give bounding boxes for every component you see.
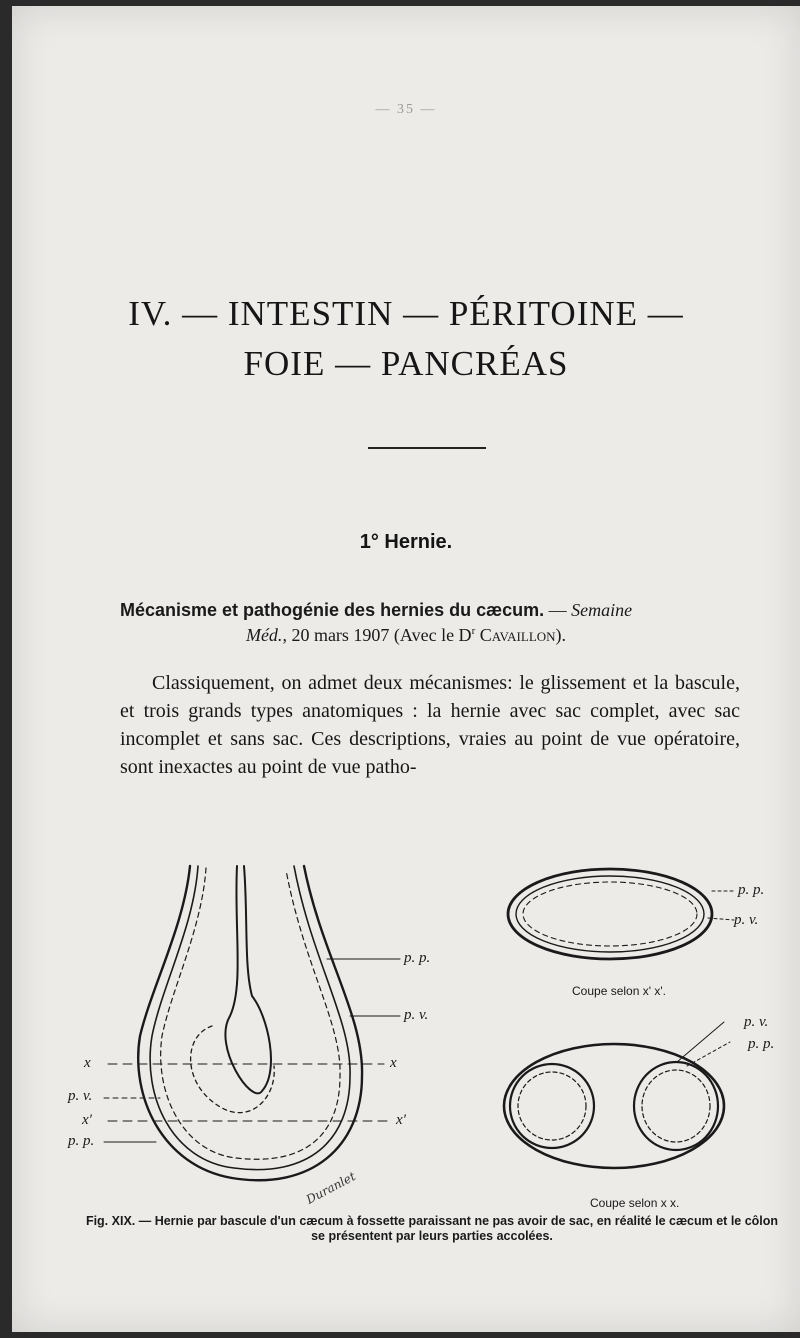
caption-section-bottom: Coupe selon x x. — [590, 1196, 680, 1210]
label-pp-bottom: p. p. — [748, 1036, 775, 1052]
hernia-dashed-wall — [161, 868, 340, 1159]
reference-coauthor: Cavaillon — [479, 625, 556, 645]
section-bottom-right-outer — [634, 1062, 718, 1150]
label-pp-main: p. p. — [404, 950, 431, 966]
chapter-title-line-1: IV. — INTESTIN — PÉRITOINE — — [128, 294, 684, 333]
label-x-right: x — [390, 1055, 397, 1071]
chapter-title-line-2: FOIE — PANCRÉAS — [243, 344, 569, 383]
label-pp-top: p. p. — [738, 882, 765, 898]
figure-caption: Fig. XIX. — Hernie par bascule d'un cæcum à fossette paraissant ne pas avoir de sac, en réalité le cæcum et le côlon se présentent par leurs parties accolées. — [85, 1214, 779, 1243]
section-bottom-outer — [504, 1044, 724, 1168]
label-xp-left: x' — [82, 1112, 92, 1128]
label-pp-left: p. p. — [68, 1133, 95, 1149]
figure-drawing — [12, 846, 800, 1226]
section-top-outer — [508, 869, 712, 959]
section-rule — [368, 447, 486, 449]
figure — [12, 846, 800, 1226]
running-head: — 35 — — [375, 102, 437, 117]
label-x-left: x — [84, 1055, 91, 1071]
label-pv-left: p. v. — [68, 1088, 93, 1104]
body-text — [120, 669, 740, 781]
reference-close: ). — [555, 625, 567, 645]
label-xp-right: x' — [396, 1112, 406, 1128]
reference-title: Mécanisme et pathogénie des hernies du cæcum. — [120, 600, 545, 620]
reference-journal-b: Méd. — [245, 625, 283, 645]
caption-section-top: Coupe selon x' x'. — [572, 984, 666, 998]
fold-outer — [225, 866, 271, 1093]
section-bottom-left-outer — [510, 1064, 594, 1148]
section-top-mid — [516, 876, 704, 952]
reference-journal-a: Semaine — [571, 600, 633, 620]
section-bottom-left-inner — [518, 1072, 586, 1140]
label-pv-top: p. v. — [734, 912, 759, 928]
reference-sup: r — [471, 625, 476, 637]
illustrator-signature: Duranlet — [303, 1169, 358, 1207]
section-bottom-right-inner — [642, 1070, 710, 1142]
book-page — [12, 6, 800, 1332]
label-pv-main: p. v. — [404, 1007, 429, 1023]
section-title: 1° Hernie. — [359, 531, 453, 553]
label-pv-bottom: p. v. — [744, 1014, 769, 1030]
reference-line-1 — [120, 598, 740, 623]
reference-dash: — — [544, 600, 572, 620]
body-paragraph: Classiquement, on admet deux mécanismes: le glissement et la bascule, et trois grands types anatomiques : la hernie avec sac complet, avec sac incomplet et sans sac. Ces descriptions, vraies au point de vue opératoire, sont inexactes au point de vue patho- — [120, 672, 740, 778]
fold-inner — [191, 1026, 275, 1113]
reference-date: , 20 mars 1907 (Avec le D — [282, 625, 472, 645]
hernia-outer-wall — [138, 866, 362, 1180]
section-top-dash — [523, 882, 697, 946]
reference-line-2 — [12, 625, 800, 646]
